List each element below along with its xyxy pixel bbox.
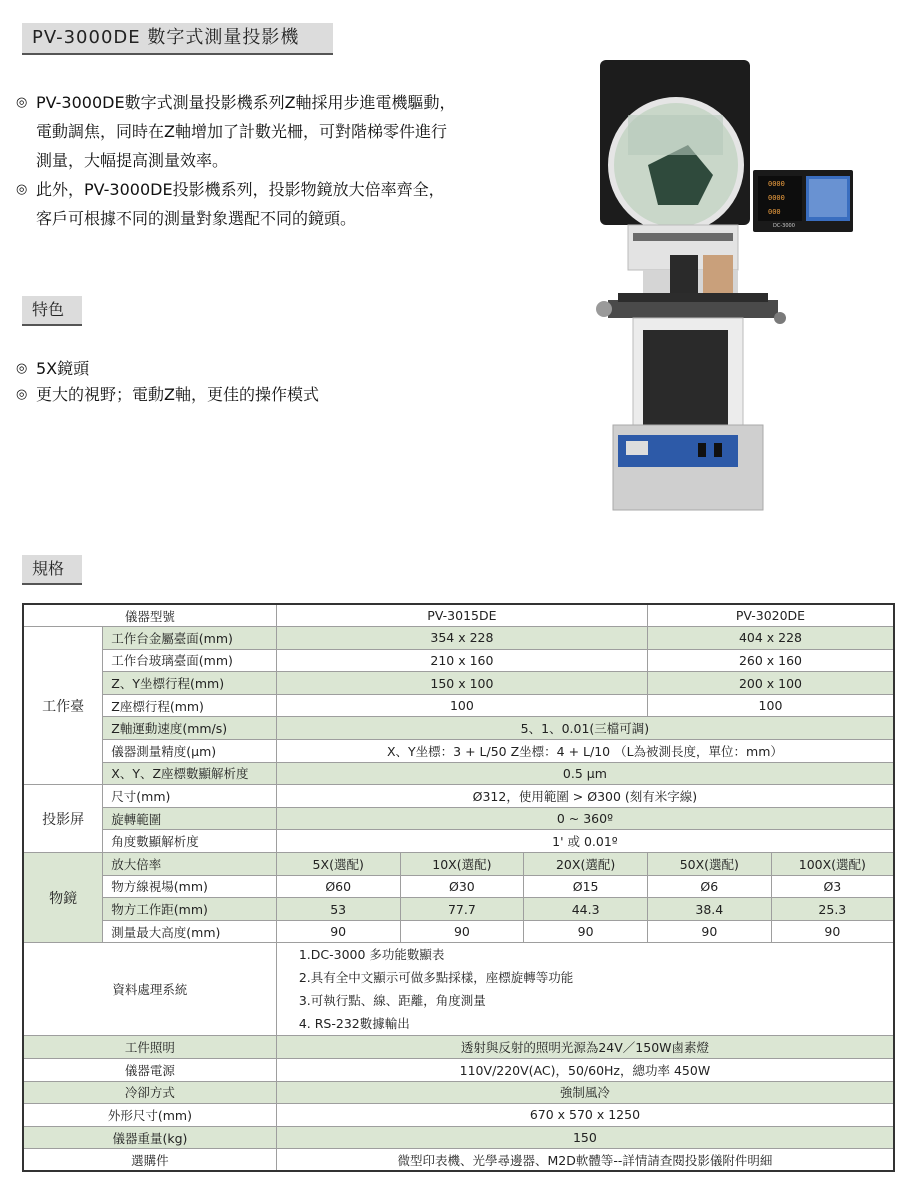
data-system-line: 4. RS-232數據輸出 xyxy=(298,1016,410,1032)
cell: 5、1、0.01(三檔可調) xyxy=(276,717,894,740)
group-objective: 物鏡 xyxy=(23,853,103,943)
cell: Ø312，使用範圍 > Ø300 (刻有米字線) xyxy=(276,785,894,808)
row-label: X、Y、Z座標數顯解析度 xyxy=(103,762,277,785)
feature-label: 5X鏡頭 xyxy=(36,359,90,378)
product-photo xyxy=(588,55,868,515)
cell: 90 xyxy=(276,920,400,943)
cell: 53 xyxy=(276,898,400,921)
data-system-line: 3.可執行點、線、距離，角度測量 xyxy=(298,993,486,1009)
stage-plate xyxy=(618,293,768,302)
table-row xyxy=(23,807,894,830)
table-row xyxy=(23,1149,894,1172)
cell: Ø60 xyxy=(276,875,400,898)
bullet-icon: ◎ xyxy=(16,361,28,376)
cell: 強制風冷 xyxy=(276,1081,894,1104)
screen-reflection xyxy=(628,115,723,155)
data-system-label: 資料處理系統 xyxy=(23,943,276,1036)
cell: X、Y坐標：3 + L/50 Z坐標：4 + L/10 （L為被測長度，單位：mm） xyxy=(276,740,894,763)
row-label: 物方線視場(mm) xyxy=(103,875,277,898)
cell: Ø6 xyxy=(647,875,771,898)
cell: 90 xyxy=(400,920,524,943)
readout-keypad-keys xyxy=(809,179,847,217)
page-title: PV-3000DE 數字式測量投影機 xyxy=(22,23,333,55)
intro-paragraph xyxy=(16,88,542,175)
cell: 354 x 228 xyxy=(276,627,647,650)
row-label: 物方工作距(mm) xyxy=(103,898,277,921)
model-header-label: 儀器型號 xyxy=(23,604,276,627)
specs-heading: 規格 xyxy=(22,555,82,585)
row-label: 放大倍率 xyxy=(103,853,277,876)
feature-item xyxy=(16,382,319,408)
data-system-lines xyxy=(276,943,894,1036)
cell: 50X(選配) xyxy=(647,853,771,876)
panel-switch xyxy=(698,443,706,457)
cell: 100 xyxy=(276,694,647,717)
row-label: 角度數顯解析度 xyxy=(103,830,277,853)
cell: 200 x 100 xyxy=(647,672,894,695)
cell: 25.3 xyxy=(771,898,894,921)
table-row xyxy=(23,1126,894,1149)
row-label: 工件照明 xyxy=(23,1036,276,1059)
features-heading: 特色 xyxy=(22,296,82,326)
cell: 90 xyxy=(647,920,771,943)
cell: 10X(選配) xyxy=(400,853,524,876)
features-list xyxy=(16,356,319,408)
table-row xyxy=(23,762,894,785)
cell: 透射與反射的照明光源為24V／150W鹵素燈 xyxy=(276,1036,894,1059)
table-row xyxy=(23,920,894,943)
intro-line: PV-3000DE數字式測量投影機系列Z軸採用步進電機驅動， xyxy=(36,93,456,112)
table-row xyxy=(23,672,894,695)
bullet-icon: ◎ xyxy=(16,182,28,197)
y-knob-icon xyxy=(774,312,786,324)
readout-value-y: 0000 xyxy=(768,194,785,202)
table-row xyxy=(23,943,894,1036)
row-label: 測量最大高度(mm) xyxy=(103,920,277,943)
table-row xyxy=(23,740,894,763)
data-system-line: 2.具有全中文顯示可做多點採樣，座標旋轉等功能 xyxy=(298,970,574,986)
row-label: 工作台金屬臺面(mm) xyxy=(103,627,277,650)
table-row xyxy=(23,830,894,853)
cell: 微型印表機、光學尋邊器、M2D軟體等--詳情請查閱投影儀附件明細 xyxy=(276,1149,894,1172)
table-row xyxy=(23,627,894,650)
panel-switch xyxy=(714,443,722,457)
cell: Ø30 xyxy=(400,875,524,898)
table-row xyxy=(23,1104,894,1127)
cell: Ø15 xyxy=(524,875,648,898)
intro-paragraph xyxy=(16,175,542,233)
cell: 100X(選配) xyxy=(771,853,894,876)
row-label: 外形尺寸(mm) xyxy=(23,1104,276,1127)
readout-value-x: 0000 xyxy=(768,180,785,188)
cell: 150 xyxy=(276,1126,894,1149)
panel-logo xyxy=(626,441,648,455)
row-label: Z座標行程(mm) xyxy=(103,694,277,717)
cell: 77.7 xyxy=(400,898,524,921)
cell: Ø3 xyxy=(771,875,894,898)
cell: 260 x 160 xyxy=(647,649,894,672)
cell: 1' 或 0.01º xyxy=(276,830,894,853)
table-row xyxy=(23,785,894,808)
intro-line: 客戶可根據不同的測量對象選配不同的鏡頭。 xyxy=(36,209,357,228)
cell: 5X(選配) xyxy=(276,853,400,876)
cell: 210 x 160 xyxy=(276,649,647,672)
table-row xyxy=(23,1059,894,1082)
row-label: Z、Y坐標行程(mm) xyxy=(103,672,277,695)
table-row xyxy=(23,1036,894,1059)
table-row xyxy=(23,604,894,627)
bullet-icon: ◎ xyxy=(16,95,28,110)
cell: 90 xyxy=(771,920,894,943)
cell: 38.4 xyxy=(647,898,771,921)
cell: 110V/220V(AC)，50/60Hz，總功率 450W xyxy=(276,1059,894,1082)
spec-table xyxy=(22,603,895,1172)
cell: 20X(選配) xyxy=(524,853,648,876)
cell: 150 x 100 xyxy=(276,672,647,695)
table-row xyxy=(23,898,894,921)
cell: 0.5 μm xyxy=(276,762,894,785)
model-a-header: PV-3015DE xyxy=(276,604,647,627)
lower-cavity xyxy=(643,330,728,435)
cell: 44.3 xyxy=(524,898,648,921)
row-label: 冷卻方式 xyxy=(23,1081,276,1104)
row-label: 儀器測量精度(μm) xyxy=(103,740,277,763)
table-row xyxy=(23,717,894,740)
readout-model-label: DC-3000 xyxy=(773,223,795,229)
feature-label: 更大的視野；電動Z軸，更佳的操作模式 xyxy=(36,385,319,404)
table-row xyxy=(23,853,894,876)
lens-turret xyxy=(670,255,698,295)
feature-item xyxy=(16,356,319,382)
cell: 100 xyxy=(647,694,894,717)
group-worktable: 工作臺 xyxy=(23,627,103,785)
row-label: 選購件 xyxy=(23,1149,276,1172)
intro-line: 此外，PV-3000DE投影機系列，投影物鏡放大倍率齊全， xyxy=(36,180,445,199)
table-row xyxy=(23,694,894,717)
cell: 670 x 570 x 1250 xyxy=(276,1104,894,1127)
cell: 0 ~ 360º xyxy=(276,807,894,830)
table-row xyxy=(23,875,894,898)
model-b-header: PV-3020DE xyxy=(647,604,894,627)
row-label: 旋轉範圍 xyxy=(103,807,277,830)
intro-line: 測量，大幅提高測量效率。 xyxy=(36,151,229,170)
row-label: 儀器重量(kg) xyxy=(23,1126,276,1149)
table-row xyxy=(23,1081,894,1104)
group-screen: 投影屏 xyxy=(23,785,103,853)
intro-text xyxy=(16,88,542,233)
row-label: 儀器電源 xyxy=(23,1059,276,1082)
work-stage xyxy=(608,300,778,318)
table-row xyxy=(23,649,894,672)
brand-strip xyxy=(633,233,733,241)
row-label: 尺寸(mm) xyxy=(103,785,277,808)
intro-line: 電動調焦，同時在Z軸增加了計數光柵，可對階梯零件進行 xyxy=(36,122,447,141)
cell: 90 xyxy=(524,920,648,943)
cell: 404 x 228 xyxy=(647,627,894,650)
data-system-line: 1.DC-3000 多功能數顯表 xyxy=(298,947,445,963)
bullet-icon: ◎ xyxy=(16,387,28,402)
row-label: 工作台玻璃臺面(mm) xyxy=(103,649,277,672)
x-knob-icon xyxy=(596,301,612,317)
readout-value-z: 000 xyxy=(768,208,781,216)
row-label: Z軸運動速度(mm/s) xyxy=(103,717,277,740)
